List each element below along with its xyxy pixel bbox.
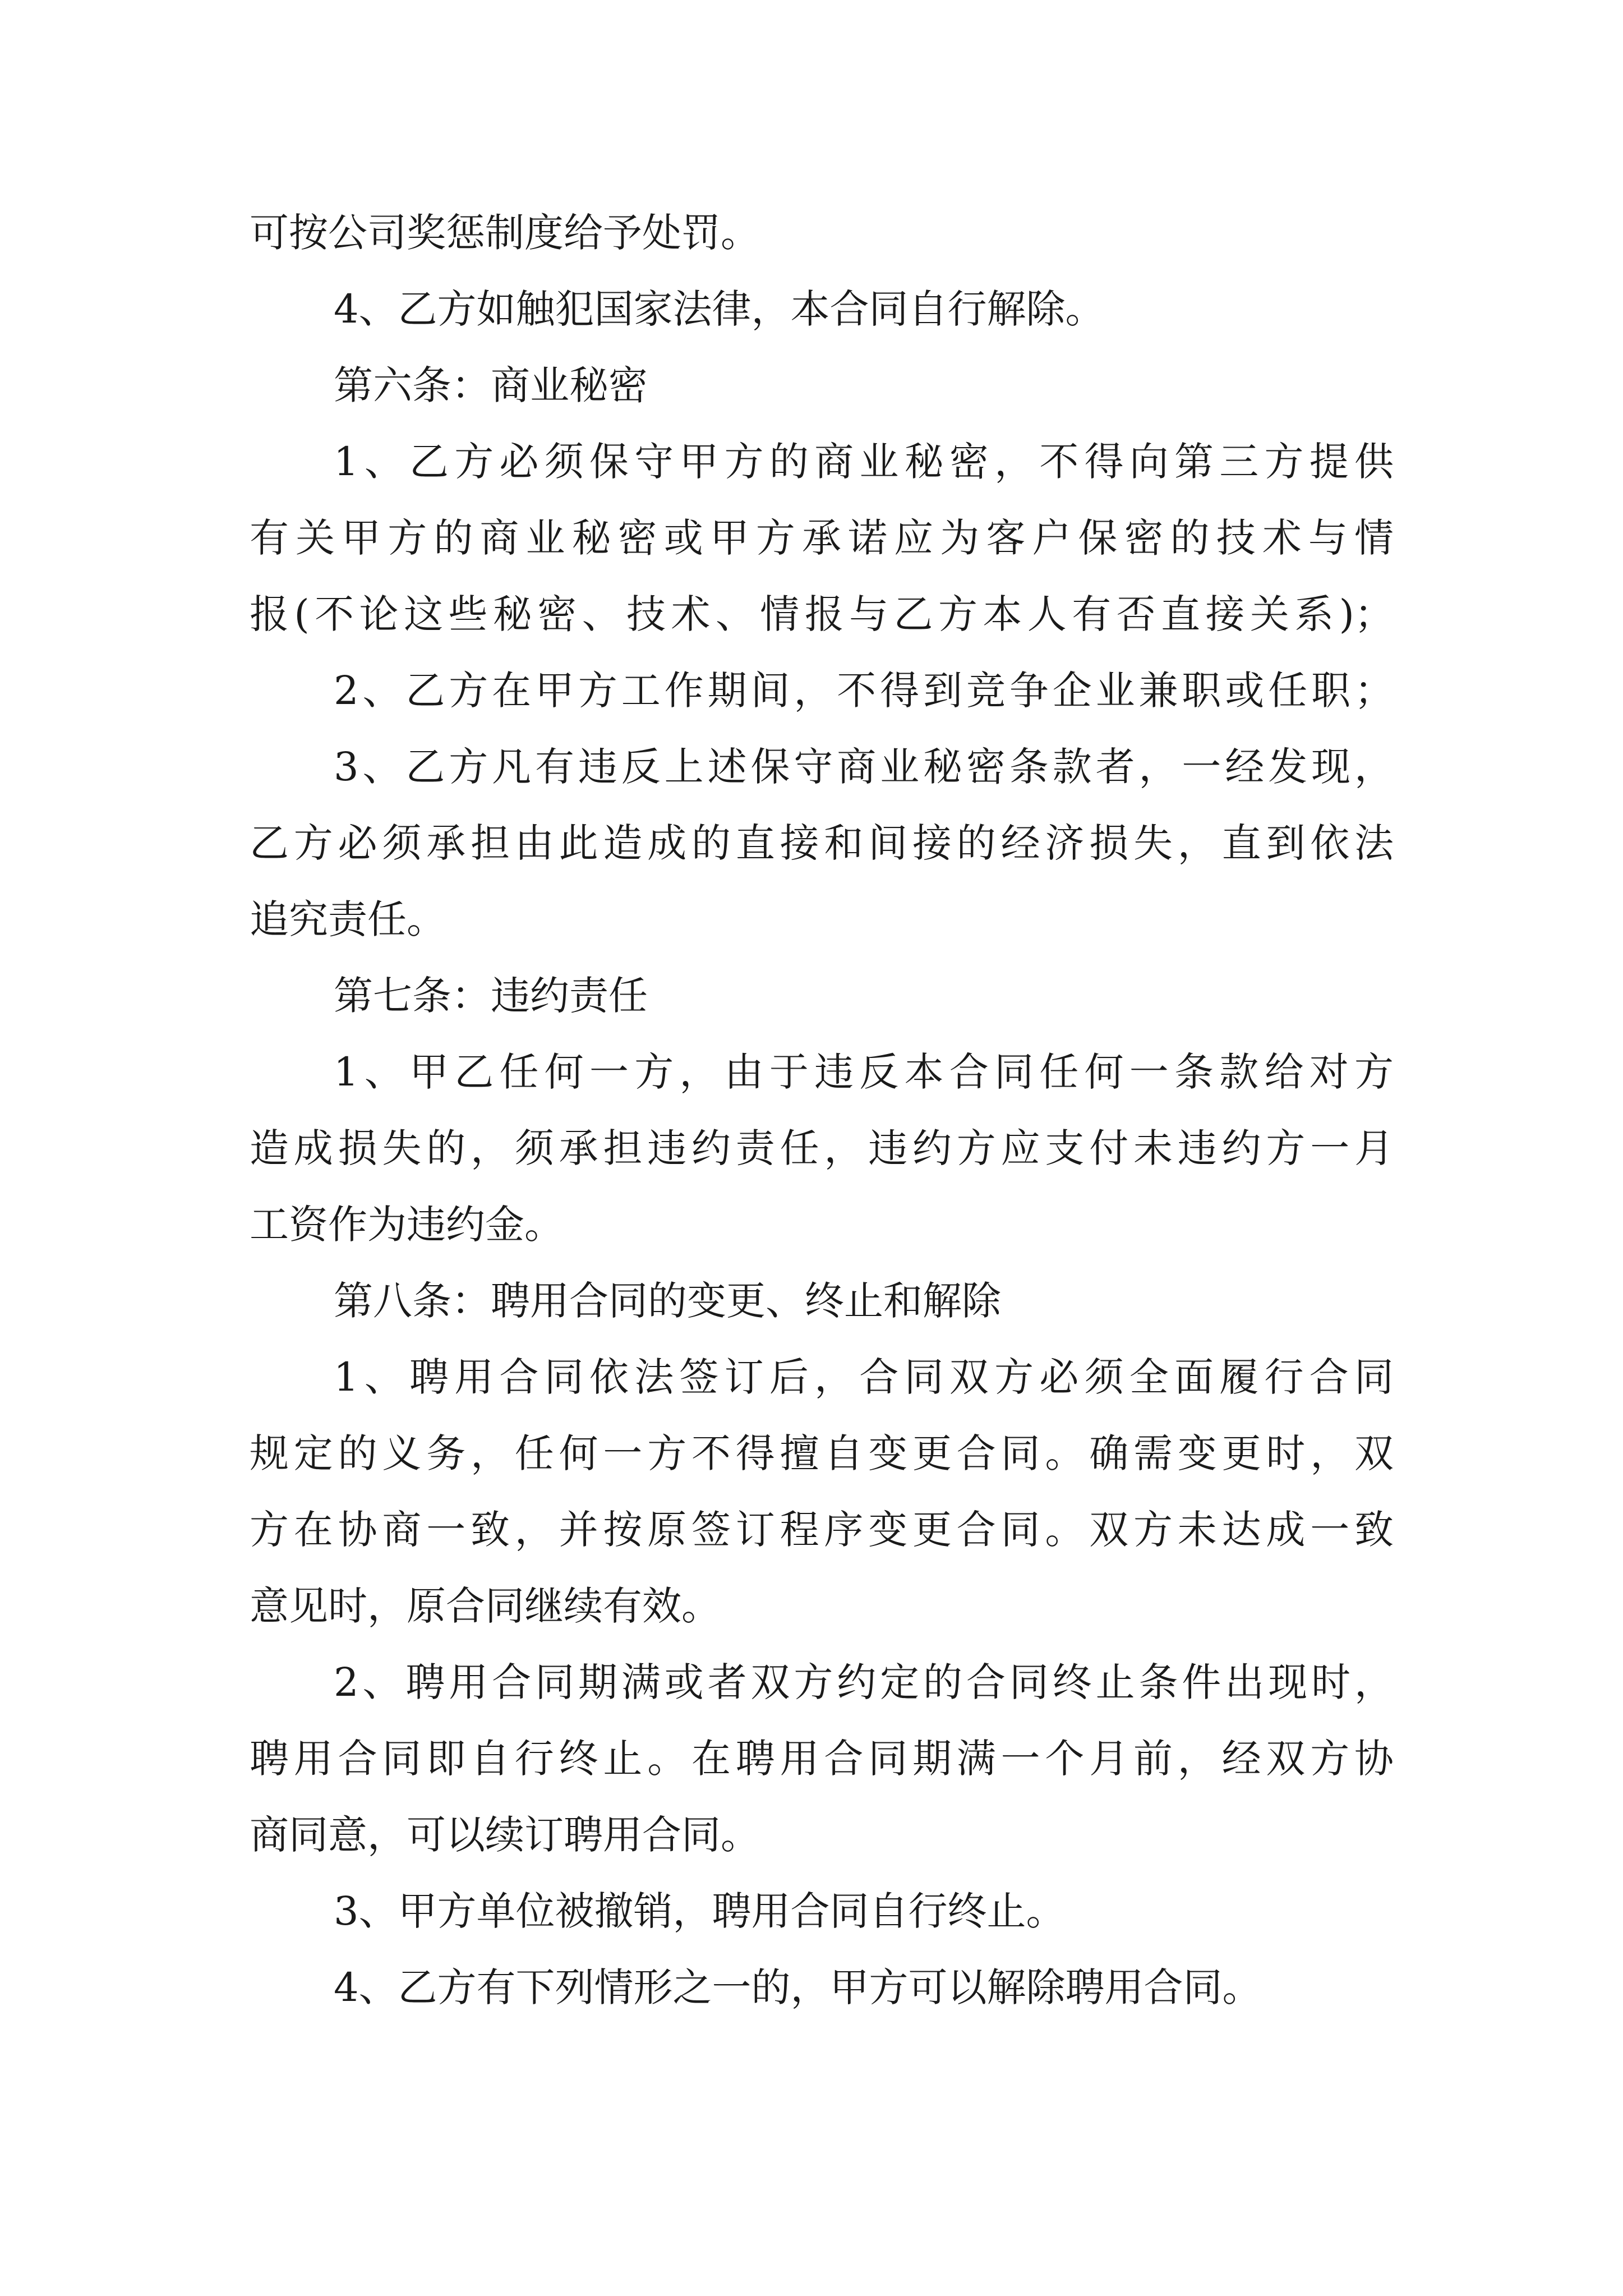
text-line: 1、甲乙任何一方，由于违反本合同任何一条款给对方 xyxy=(334,1049,1394,1095)
text-line: 可按公司奖惩制度给予处罚。 xyxy=(250,210,760,256)
text-line: 1、乙方必须保守甲方的商业秘密，不得向第三方提供 xyxy=(334,439,1394,485)
article-heading: 第八条：聘用合同的变更、终止和解除 xyxy=(334,1278,1001,1324)
text-line: 方在协商一致，并按原签订程序变更合同。双方未达成一致 xyxy=(250,1507,1394,1553)
text-line: 2、聘用合同期满或者双方约定的合同终止条件出现时， xyxy=(334,1659,1394,1705)
text-line: 工资作为违约金。 xyxy=(250,1202,564,1248)
text-line: 商同意，可以续订聘用合同。 xyxy=(250,1812,760,1858)
text-line: 追究责任。 xyxy=(250,896,446,942)
text-line: 造成损失的，须承担违约责任，违约方应支付未违约方一月 xyxy=(250,1125,1394,1171)
text-line: 有关甲方的商业秘密或甲方承诺应为客户保密的技术与情 xyxy=(250,515,1394,561)
text-line: 3、乙方凡有违反上述保守商业秘密条款者，一经发现， xyxy=(334,744,1394,790)
text-line: 3、甲方单位被撤销，聘用合同自行终止。 xyxy=(334,1888,1066,1934)
text-line: 2、乙方在甲方工作期间，不得到竞争企业兼职或任职； xyxy=(334,668,1394,714)
text-line: 1、聘用合同依法签订后，合同双方必须全面履行合同 xyxy=(334,1354,1394,1400)
text-line: 4、乙方有下列情形之一的，甲方可以解除聘用合同。 xyxy=(334,1964,1262,2010)
article-heading: 第六条：商业秘密 xyxy=(334,362,648,408)
text-line: 规定的义务，任何一方不得擅自变更合同。确需变更时，双 xyxy=(250,1430,1394,1476)
text-line: 聘用合同即自行终止。在聘用合同期满一个月前，经双方协 xyxy=(250,1736,1394,1782)
text-line: 报(不论这些秘密、技术、情报与乙方本人有否直接关系)； xyxy=(250,591,1394,637)
text-line: 4、乙方如触犯国家法律，本合同自行解除。 xyxy=(334,286,1105,332)
text-line: 意见时，原合同继续有效。 xyxy=(250,1583,721,1629)
article-heading: 第七条：违约责任 xyxy=(334,973,648,1019)
text-line: 乙方必须承担由此造成的直接和间接的经济损失，直到依法 xyxy=(250,820,1394,866)
